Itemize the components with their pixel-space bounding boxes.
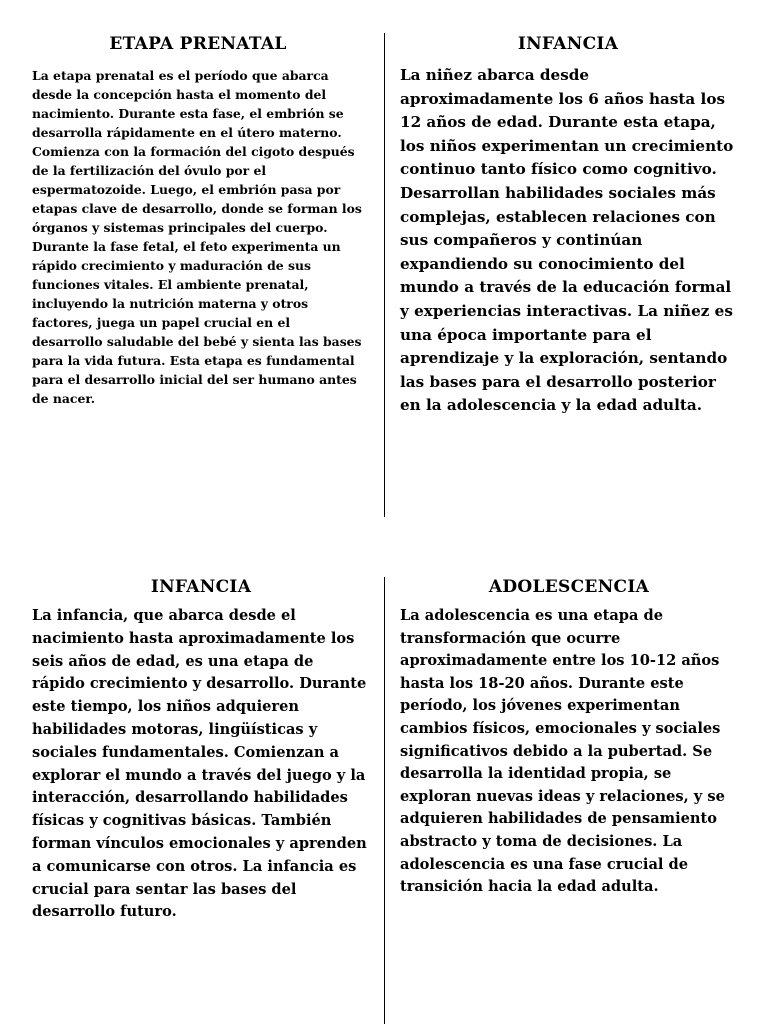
section-infancia xyxy=(32,577,370,924)
section-body: La etapa prenatal es el período que abarca desde la concepción hasta el momento del nacimiento. Durante esta fase, el embrión se desarrolla rápidamente en el útero materno. Comienza con la formación del cigoto después de la fertilización del óvulo por el espermatozoide. Luego, el embrión pasa por etapas clave de desarrollo, donde se forman los órganos y sistemas principales del cuerpo. Durante la fase fetal, el feto experimenta un rápido crecimiento y maduración de sus funciones vitales. El ambiente prenatal, incluyendo la nutrición materna y otros factores, juega un papel crucial en el desarrollo saludable del bebé y sienta las bases para la vida futura. Esta etapa es fundamental para el desarrollo inicial del ser humano antes de nacer. xyxy=(32,68,362,406)
section-title: ETAPA PRENATAL xyxy=(109,34,287,54)
section-adolescencia xyxy=(400,577,738,899)
section-etapa-prenatal xyxy=(32,34,364,408)
section-infancia-ninez xyxy=(400,34,736,418)
section-body: La infancia, que abarca desde el nacimiento hasta aproximadamente los seis años de edad, es una etapa de rápido crecimiento y desarrollo. Durante este tiempo, los niños adquieren habilidades motoras, lingüísticas y sociales fundamentales. Comienzan a explorar el mundo a través del juego y la interacción, desarrollando habilidades físicas y cognitivas básicas. También forman vínculos emocionales y aprenden a comunicarse con otros. La infancia es crucial para sentar las bases del desarrollo futuro. xyxy=(32,607,367,921)
section-title: ADOLESCENCIA xyxy=(488,577,650,597)
section-body: La adolescencia es una etapa de transformación que ocurre aproximadamente entre los 10-12 años hasta los 18-20 años. Durante este período, los jóvenes experimentan cambios físicos, emocionales y sociales significativos debido a la pubertad. Se desarrolla la identidad propia, se exploran nuevas ideas y relaciones, y se adquieren habilidades de pensamiento abstracto y toma de decisiones. La adolescencia es una fase crucial de transición hacia la edad adulta. xyxy=(400,607,725,896)
section-title: INFANCIA xyxy=(150,577,252,597)
column-divider-top xyxy=(384,33,385,517)
column-divider-bottom xyxy=(384,577,385,1024)
section-title: INFANCIA xyxy=(517,34,619,54)
section-body: La niñez abarca desde aproximadamente los 6 años hasta los 12 años de edad. Durante esta etapa, los niños experimentan un crecimiento continuo tanto físico como cognitivo. Desarrollan habilidades sociales más complejas, establecen relaciones con sus compañeros y continúan expandiendo su conocimiento del mundo a través de la educación formal y experiencias interactivas. La niñez es una época importante para el aprendizaje y la exploración, sentando las bases para el desarrollo posterior en la adolescencia y la edad adulta. xyxy=(400,66,734,415)
